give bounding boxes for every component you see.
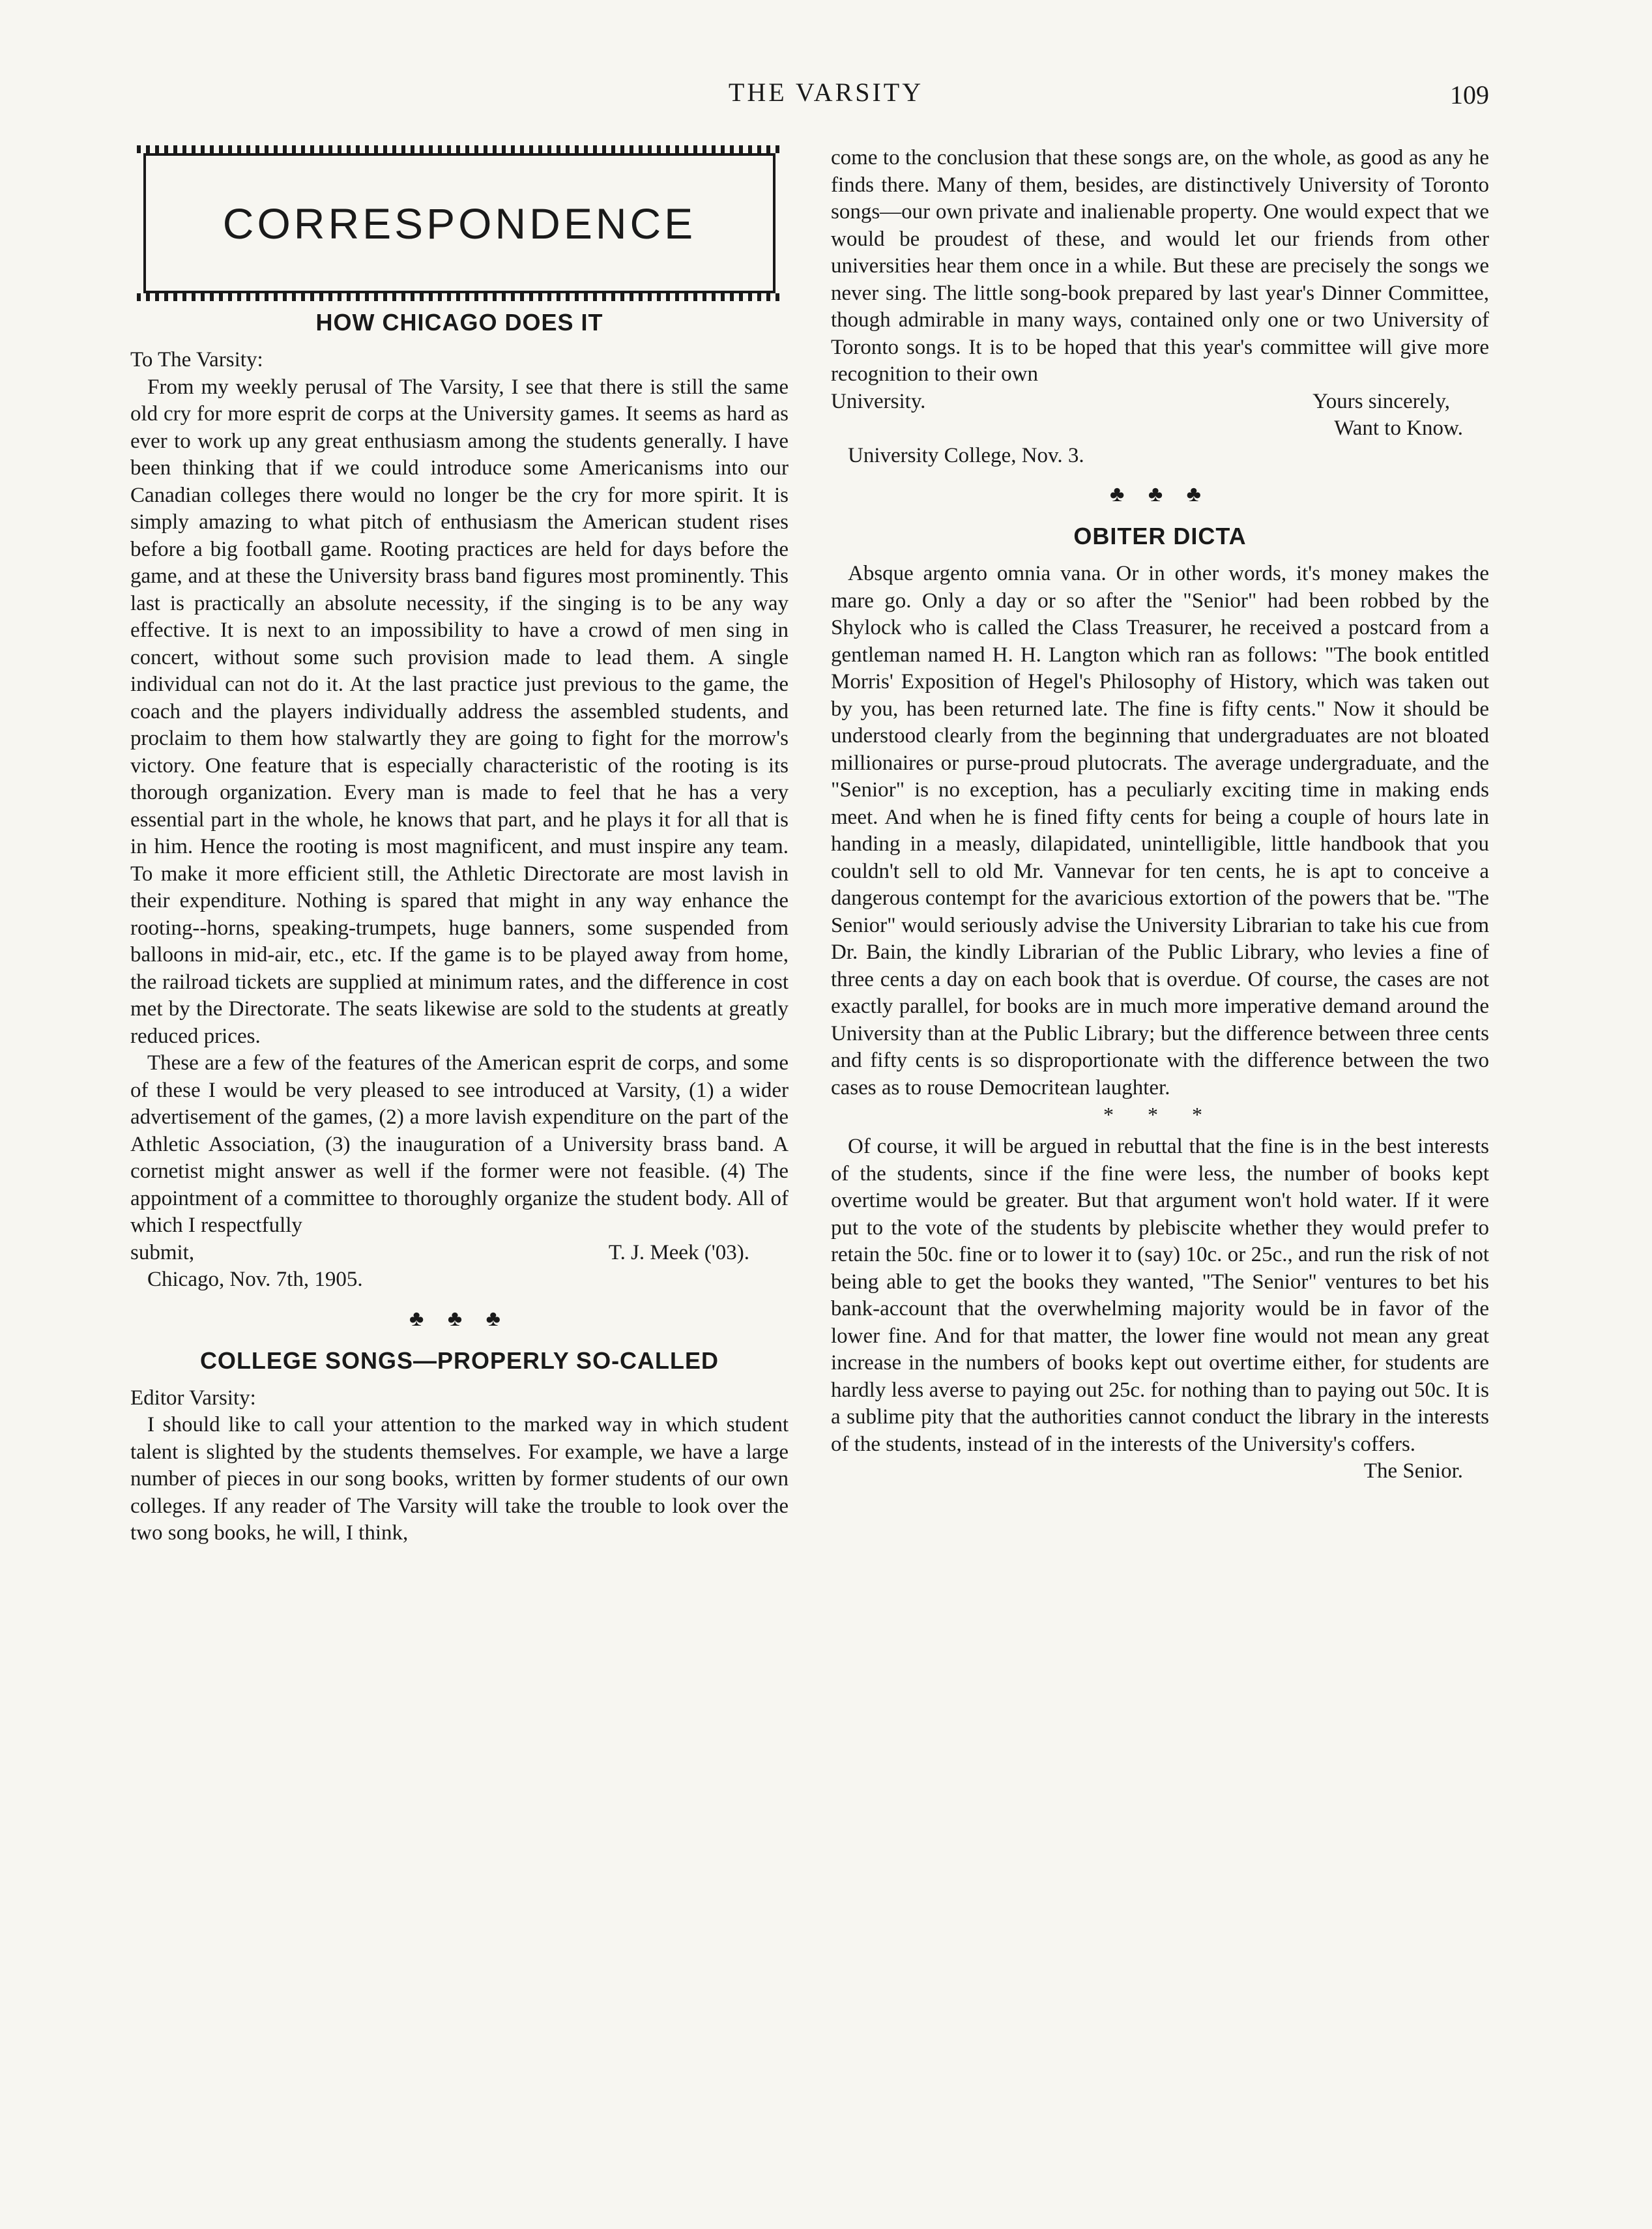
section-stars: * * *	[1103, 1103, 1217, 1126]
club-ornament-2: ♣ ♣ ♣	[1110, 482, 1210, 506]
banner-title: CORRESPONDENCE	[222, 199, 697, 248]
chicago-dateline: Chicago, Nov. 7th, 1905.	[147, 1268, 363, 1291]
correspondence-banner	[143, 153, 775, 293]
songs-last-line: University.	[831, 389, 926, 413]
obiter-paragraph-2: Of course, it will be argued in rebuttal that the fine is in the best interests of the students, since if the fine were less, the number of books kept overtime would be greater. But that argument won't hold water. If it were put to the vote of the students by plebiscite whether they would prefer to retain the 50c. fine or to lower it to (say) 10c. or 25c., and run the risk of not being able to get the books they wanted, "The Senior" ventures to bet his bank-account that the overwhelming majority would be in favor of the lower fine. And for that matter, the lower fine would not mean any great increase in the numbers of books kept out overtime either, for students are hardly less averse to paying out 25c. for nothing than to paying out 50c. It is a sublime pity that the authorities cannot conduct the library in the interests of the students, instead of in the interests of the University's coffers.	[831, 1135, 1489, 1456]
songs-salutation: Editor Varsity:	[130, 1386, 256, 1410]
songs-closing-row	[831, 388, 1489, 416]
obiter-heading: OBITER DICTA	[1073, 523, 1247, 549]
running-head	[0, 77, 1652, 123]
chicago-salutation: To The Varsity:	[130, 348, 263, 372]
left-column	[130, 153, 789, 1547]
chicago-signature: T. J. Meek ('03).	[608, 1240, 749, 1264]
chicago-paragraph-1: From my weekly perusal of The Varsity, I see that there is still the same old cry for more esprit de corps at the University games. It seems as hard as ever to work up any great enthusiasm among the students generally. I have been thinking that if we could introduce some Americanisms into our Canadian colleges there would no longer be the cry for more spirit. It is simply amazing to what pitch of enthusiasm the American student rises before a big football game. Rooting practices are held for days before the game, and at these the University brass band figures most prominently. This last is practically an absolute necessity, if the singing is to be any way effective. It is next to an impossibility to have a crowd of men sing in concert, without some such provision made to lead them. A single individual can not do it. At the last practice just previous to the game, the coach and the players individually address the assembled students, and proclaim to them how stalwartly they are going to fight for the morrow's victory. One feature that is especially characteristic of the rooting is its thorough organization. Every man is made to feel that he has a very essential part in the whole, he knows that part, and he plays it for all that is in him. Hence the rooting is most magnificent, and must inspire any team. To make it more efficient still, the Athletic Directorate are most lavish in their expenditure. Nothing is spared that might in any way enhance the rooting--horns, speaking-trumpets, huge banners, some suspended from balloons in mid-air, etc., etc. If the game is to be played away from home, the railroad tickets are supplied at minimum rates, and the difference in cost met by the Directorate. The seats likewise are sold to the students at greatly reduced prices.	[130, 375, 789, 1048]
chicago-signature-row	[130, 1240, 789, 1267]
chicago-heading: HOW CHICAGO DOES IT	[315, 309, 603, 336]
songs-heading: COLLEGE SONGS—PROPERLY SO-CALLED	[199, 1347, 719, 1374]
songs-dateline: University College, Nov. 3.	[848, 443, 1084, 467]
page-number: 109	[1450, 80, 1489, 109]
songs-signature: Want to Know.	[1334, 416, 1463, 440]
running-title: THE VARSITY	[728, 78, 924, 107]
songs-closing: Yours sincerely,	[1312, 389, 1450, 413]
songs-paragraph-1: I should like to call your attention to the marked way in which student talent is slighted by the students themselves. For example, we have a large number of pieces in our song books, written by former students of our own colleges. If any reader of The Varsity will take the trouble to look over the two song books, he will, I think,	[130, 1413, 789, 1545]
right-column	[831, 145, 1489, 1485]
club-ornament: ♣ ♣ ♣	[409, 1306, 510, 1331]
songs-paragraph-1-continued: come to the conclusion that these songs are, on the whole, as good as any he finds there. Many of them, besides, are distinctively University of Toronto songs—our own private and inalienable property. One would expect that we would be proudest of these, and would let our friends from other universities hear them once in a while. But these are precisely the songs we never sing. The little song-book prepared by last year's Dinner Committee, though admirable in many ways, contained only one or two University of Toronto songs. It is to be hoped that this year's committee will give more recognition to their own	[831, 146, 1489, 386]
obiter-paragraph-1: Absque argento omnia vana. Or in other words, it's money makes the mare go. Only a day or so after the "Senior" had been robbed by the Shylock who is called the Class Treasurer, he received a postcard from a gentleman named H. H. Langton which ran as follows: "The book entitled Morris' Exposition of Hegel's Philosophy of History, which was taken out by you, has been returned late. The fine is fifty cents." Now it should be understood clearly from the beginning that undergraduates are not bloated millionaires or purse-proud plutocrats. The average undergraduate, and the "Senior" is no exception, has a peculiarly exciting time in making ends meet. And when he is fined fifty cents for being a couple of hours late in handing in a measly, dilapidated, unintelligible, little handbook that you couldn't sell to old Mr. Vannevar for ten cents, he is apt to conceive a dangerous contempt for the avaricious extortion of the powers that be. "The Senior" would seriously advise the University Librarian to take his cue from Dr. Bain, the kindly Librarian of the Public Library, who levies a fine of three cents a day on each book that is overdue. Of course, the cases are not exactly parallel, for books are in much more imperative demand around the University than at the Public Library; but the difference between three cents and fifty cents is so disproportionate with the difference between the two cases as to rouse Democritean laughter.	[831, 562, 1489, 1100]
chicago-submit: submit,	[130, 1240, 195, 1264]
obiter-signature: The Senior.	[1363, 1459, 1463, 1483]
chicago-paragraph-2: These are a few of the features of the American esprit de corps, and some of these I would be very pleased to see introduced at Varsity, (1) a wider advertisement of the games, (2) a more lavish expenditure on the part of the Athletic Association, (3) the inauguration of a University brass band. A cornetist might answer as well if the former were not feasible. (4) The appointment of a committee to thoroughly organize the student body. All of which I respectfully	[130, 1051, 789, 1237]
